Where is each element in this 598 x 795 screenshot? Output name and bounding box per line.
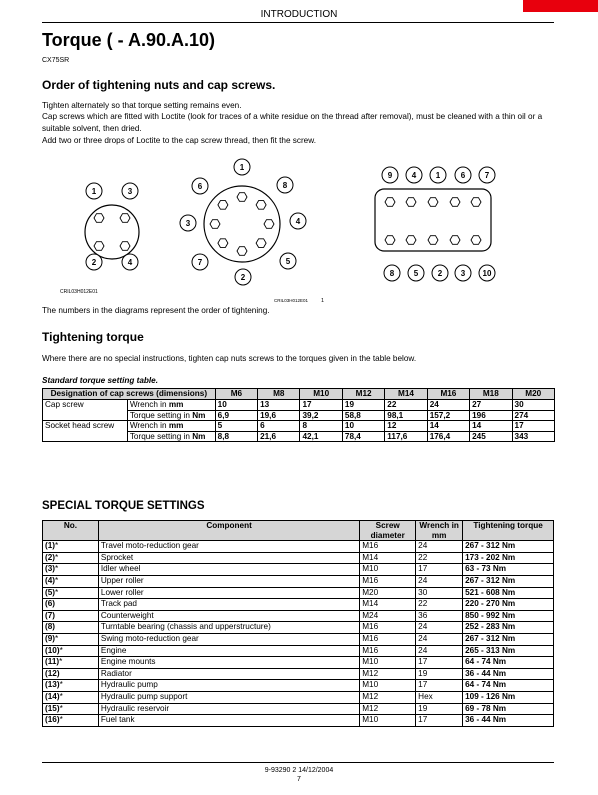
sequence-number: 4 (295, 217, 301, 226)
sequence-number: 6 (460, 171, 466, 180)
red-corner-tab (523, 0, 598, 12)
component-cell: Radiator (98, 668, 359, 680)
wrench-cell: 17 (416, 715, 463, 727)
diameter-cell: M16 (360, 633, 416, 645)
bolt-hex (471, 236, 481, 245)
no-cell (43, 657, 99, 669)
section-header: INTRODUCTION (260, 9, 338, 20)
value-cell: 176,4 (427, 431, 469, 442)
row-label-cell (127, 421, 215, 432)
bolt-hex (237, 193, 247, 202)
tightening-heading: Tightening torque (42, 330, 144, 344)
torque-cell: 36 - 44 Nm (463, 668, 554, 680)
value-cell: 22 (385, 400, 427, 411)
sequence-number: 3 (127, 187, 133, 196)
diameter-cell: M20 (360, 587, 416, 599)
torque-cell: 267 - 312 Nm (463, 541, 554, 553)
row-star: * (59, 645, 63, 655)
wrench-cell: 24 (416, 622, 463, 634)
diameter-cell: M16 (360, 541, 416, 553)
bolt-hex (406, 236, 416, 245)
torque-cell: 265 - 313 Nm (463, 645, 554, 657)
bolt-hex (450, 198, 460, 207)
diameter-cell: M10 (360, 657, 416, 669)
bolt-hex (94, 242, 104, 251)
special-table-row (43, 575, 554, 587)
wrench-cell: 24 (416, 633, 463, 645)
diameter-cell: M14 (360, 552, 416, 564)
special-table-row (43, 703, 554, 715)
col-diameter-header: Screw diameter (360, 521, 416, 541)
bolt-hex (256, 239, 266, 248)
bolt-hex (237, 247, 247, 256)
component-cell: Swing moto-reduction gear (98, 633, 359, 645)
value-cell: 14 (470, 421, 512, 432)
sequence-number: 8 (282, 181, 288, 190)
value-cell: 19 (342, 400, 384, 411)
sequence-number: 1 (91, 187, 97, 196)
row-number: (3) (45, 564, 56, 574)
wrench-cell: 17 (416, 680, 463, 692)
bolt-hex (471, 198, 481, 207)
size-header: M20 (512, 389, 554, 400)
value-cell: 24 (427, 400, 469, 411)
value-cell: 21,6 (258, 431, 300, 442)
row-label-text: Torque setting in (129, 431, 193, 441)
special-heading: SPECIAL TORQUE SETTINGS (42, 500, 205, 512)
wrench-cell: Hex (416, 691, 463, 703)
special-table-row (43, 564, 554, 576)
no-cell (43, 691, 99, 703)
row-number: (11) (45, 657, 60, 667)
wrench-cell: 19 (416, 703, 463, 715)
size-header: M10 (300, 389, 342, 400)
wrench-cell: 19 (416, 668, 463, 680)
component-cell: Sprocket (98, 552, 359, 564)
value-cell: 98,1 (385, 410, 427, 421)
value-cell: 78,4 (342, 431, 384, 442)
sequence-number: 3 (460, 269, 466, 278)
row-number: (14) (45, 691, 60, 701)
row-number: (13) (45, 680, 60, 690)
footer-code: 9-93290 2 14/12/2004 (264, 767, 334, 774)
diameter-cell: M12 (360, 703, 416, 715)
value-cell: 196 (470, 410, 512, 421)
bolt-hex (120, 242, 130, 251)
header-rule (42, 22, 554, 23)
size-header: M14 (385, 389, 427, 400)
col-torque-header: Tightening torque (463, 521, 554, 541)
row-number: (6) (45, 599, 56, 609)
sequence-number: 7 (484, 171, 490, 180)
no-cell (43, 575, 99, 587)
page-number: 7 (297, 776, 301, 783)
standard-table-row (43, 421, 555, 432)
component-cell: Engine (98, 645, 359, 657)
diameter-cell: M10 (360, 680, 416, 692)
no-cell (43, 610, 99, 622)
page-title: Torque ( - A.90.A.10) (42, 30, 216, 50)
sequence-number: 10 (482, 269, 492, 278)
component-cell: Travel moto-reduction gear (98, 541, 359, 553)
special-table-row (43, 715, 554, 727)
diameter-cell: M24 (360, 610, 416, 622)
value-cell: 19,6 (258, 410, 300, 421)
bolt-hex (428, 198, 438, 207)
wrench-cell: 17 (416, 657, 463, 669)
row-star: * (59, 691, 63, 701)
value-cell: 58,8 (342, 410, 384, 421)
special-table-row (43, 587, 554, 599)
value-cell: 30 (512, 400, 554, 411)
row-label-unit: Nm (192, 410, 206, 420)
sequence-number: 5 (413, 269, 419, 278)
wrench-cell: 17 (416, 564, 463, 576)
size-header: M18 (470, 389, 512, 400)
bolt-hex (385, 236, 395, 245)
row-star: * (55, 633, 59, 643)
row-label-unit: mm (168, 421, 184, 431)
component-cell: Fuel tank (98, 715, 359, 727)
bolt-hex (120, 214, 130, 223)
row-label-cell (127, 400, 215, 411)
component-cell: Hydraulic pump (98, 680, 359, 692)
special-table-row (43, 691, 554, 703)
row-number: (8) (45, 622, 56, 632)
row-label-text: Torque setting in (129, 410, 193, 420)
no-cell (43, 645, 99, 657)
standard-torque-table (42, 388, 555, 442)
torque-cell: 36 - 44 Nm (463, 715, 554, 727)
no-cell (43, 668, 99, 680)
no-cell (43, 599, 99, 611)
value-cell: 274 (512, 410, 554, 421)
bolt-hex (256, 201, 266, 210)
bolt-hex (385, 198, 395, 207)
tightening-order-diagram (42, 155, 557, 305)
row-label-unit: Nm (192, 431, 206, 441)
standard-table-caption: Standard torque setting table. (42, 376, 159, 385)
value-cell: 157,2 (427, 410, 469, 421)
value-cell: 17 (512, 421, 554, 432)
special-table-row (43, 633, 554, 645)
row-star: * (59, 703, 63, 713)
row-label-unit: mm (168, 400, 184, 409)
torque-cell: 64 - 74 Nm (463, 657, 554, 669)
special-table-body (43, 541, 554, 727)
order-paragraph-3: Add two or three drops of Loctite to the cap screw thread, then fit the screw. (42, 136, 316, 145)
component-cell: Hydraulic reservoir (98, 703, 359, 715)
torque-cell: 267 - 312 Nm (463, 575, 554, 587)
torque-cell: 850 - 992 Nm (463, 610, 554, 622)
row-star: * (59, 715, 63, 725)
component-cell: Turntable bearing (chassis and upperstructure) (98, 622, 359, 634)
row-label-cell (127, 431, 215, 442)
value-cell: 27 (470, 400, 512, 411)
standard-table-body (43, 400, 555, 442)
bolt-hex (94, 214, 104, 223)
value-cell: 8 (300, 421, 342, 432)
sequence-number: 3 (185, 219, 191, 228)
row-label-cell (127, 410, 215, 421)
row-number: (4) (45, 575, 56, 585)
row-number: (10) (45, 645, 60, 655)
bolt-hex (428, 236, 438, 245)
standard-table-header (43, 389, 555, 400)
sequence-number: 2 (91, 258, 97, 267)
no-cell (43, 622, 99, 634)
special-table-row (43, 657, 554, 669)
torque-cell: 521 - 608 Nm (463, 587, 554, 599)
row-number: (5) (45, 587, 56, 597)
order-heading: Order of tightening nuts and cap screws. (42, 78, 276, 92)
value-cell: 42,1 (300, 431, 342, 442)
value-cell: 245 (470, 431, 512, 442)
diagram-shapes (85, 159, 495, 285)
sequence-number: 7 (197, 258, 203, 267)
bolt-hex (450, 236, 460, 245)
value-cell: 8,8 (215, 431, 257, 442)
value-cell: 14 (427, 421, 469, 432)
no-cell (43, 564, 99, 576)
no-cell (43, 541, 99, 553)
special-table-row (43, 610, 554, 622)
bolt-hex (264, 220, 274, 229)
sequence-number: 8 (389, 269, 395, 278)
order-paragraph-2: Cap screws which are fitted with Loctite (look for traces of a white residue on the thread after removal), must be cleaned with a thin oil or a suitable solvent, then dried. (42, 112, 543, 133)
diameter-cell: M16 (360, 622, 416, 634)
no-cell (43, 552, 99, 564)
designation-header: Designation of cap screws (dimensions) (43, 389, 216, 400)
special-table-row (43, 599, 554, 611)
torque-cell: 109 - 126 Nm (463, 691, 554, 703)
value-cell: 6 (258, 421, 300, 432)
diameter-cell: M16 (360, 645, 416, 657)
value-cell: 17 (300, 400, 342, 411)
row-number: (7) (45, 610, 56, 620)
torque-cell: 252 - 283 Nm (463, 622, 554, 634)
bolt-hex (210, 220, 220, 229)
sequence-number: 2 (240, 273, 246, 282)
row-number: (2) (45, 552, 56, 562)
torque-cell: 267 - 312 Nm (463, 633, 554, 645)
col-wrench-header: Wrench in mm (416, 521, 463, 541)
wrench-cell: 24 (416, 645, 463, 657)
size-header: M16 (427, 389, 469, 400)
row-star: * (55, 564, 59, 574)
special-torque-table (42, 520, 554, 727)
value-cell: 12 (385, 421, 427, 432)
row-star: * (59, 657, 63, 667)
row-number: (9) (45, 633, 56, 643)
wrench-cell: 30 (416, 587, 463, 599)
no-cell (43, 587, 99, 599)
four-bolt-flange (85, 205, 139, 259)
row-number: (12) (45, 668, 60, 678)
special-table-header (43, 521, 554, 541)
component-cell: Counterweight (98, 610, 359, 622)
row-number: (15) (45, 703, 60, 713)
value-cell: 343 (512, 431, 554, 442)
sequence-number: 9 (387, 171, 393, 180)
wrench-cell: 36 (416, 610, 463, 622)
sequence-number: 4 (127, 258, 133, 267)
size-header: M12 (342, 389, 384, 400)
bolt-hex (218, 239, 228, 248)
sequence-number: 1 (435, 171, 441, 180)
sequence-number: 2 (437, 269, 443, 278)
diameter-cell: M12 (360, 668, 416, 680)
torque-cell: 69 - 78 Nm (463, 703, 554, 715)
wrench-cell: 22 (416, 599, 463, 611)
standard-table-row (43, 400, 555, 411)
wrench-cell: 24 (416, 541, 463, 553)
bolt-hex (218, 201, 228, 210)
row-star: * (55, 552, 59, 562)
value-cell: 5 (215, 421, 257, 432)
special-table-row (43, 552, 554, 564)
row-number: (1) (45, 541, 56, 551)
diameter-cell: M10 (360, 564, 416, 576)
no-cell (43, 703, 99, 715)
col-no-header: No. (43, 521, 99, 541)
diameter-cell: M14 (360, 599, 416, 611)
torque-cell: 173 - 202 Nm (463, 552, 554, 564)
value-cell: 13 (258, 400, 300, 411)
component-cell: Upper roller (98, 575, 359, 587)
order-paragraph-1: Tighten alternately so that torque setting remains even. (42, 101, 242, 110)
screw-type-cell: Socket head screw (43, 421, 128, 442)
figure-number: 1 (321, 298, 325, 304)
col-component-header: Component (98, 521, 359, 541)
no-cell (43, 680, 99, 692)
size-header: M8 (258, 389, 300, 400)
figure-code-right: CRIL03H012E01 (274, 298, 309, 303)
special-table-row (43, 622, 554, 634)
figure-code-left: CRIL03H012E01 (60, 289, 98, 295)
tightening-intro: Where there are no special instructions, tighten cap nuts screws to the torques given in the table below. (42, 354, 417, 363)
torque-cell: 64 - 74 Nm (463, 680, 554, 692)
special-table-row (43, 668, 554, 680)
sequence-number: 6 (197, 182, 203, 191)
row-star: * (55, 541, 59, 551)
sequence-number: 5 (285, 257, 291, 266)
special-table-row (43, 645, 554, 657)
value-cell: 6,9 (215, 410, 257, 421)
wrench-cell: 22 (416, 552, 463, 564)
no-cell (43, 715, 99, 727)
diameter-cell: M16 (360, 575, 416, 587)
row-label-text: Wrench in (129, 421, 169, 431)
bolt-hex (406, 198, 416, 207)
component-cell: Track pad (98, 599, 359, 611)
value-cell: 10 (215, 400, 257, 411)
row-star: * (59, 680, 63, 690)
special-table-row (43, 680, 554, 692)
row-number: (16) (45, 715, 60, 725)
no-cell (43, 633, 99, 645)
special-table-row (43, 541, 554, 553)
row-star: * (55, 575, 59, 585)
torque-cell: 63 - 73 Nm (463, 564, 554, 576)
row-label-text: Wrench in (129, 400, 169, 409)
diameter-cell: M10 (360, 715, 416, 727)
value-cell: 117,6 (385, 431, 427, 442)
model-code: CX75SR (42, 57, 70, 64)
component-cell: Idler wheel (98, 564, 359, 576)
value-cell: 10 (342, 421, 384, 432)
component-cell: Hydraulic pump support (98, 691, 359, 703)
figure-note: The numbers in the diagrams represent the order of tightening. (42, 306, 270, 315)
screw-type-cell: Cap screw (43, 400, 128, 421)
diameter-cell: M12 (360, 691, 416, 703)
value-cell: 39,2 (300, 410, 342, 421)
sequence-number: 1 (239, 163, 245, 172)
footer-rule (42, 762, 554, 763)
row-star: * (55, 587, 59, 597)
torque-cell: 220 - 270 Nm (463, 599, 554, 611)
wrench-cell: 24 (416, 575, 463, 587)
size-header: M6 (215, 389, 257, 400)
component-cell: Lower roller (98, 587, 359, 599)
sequence-number: 4 (411, 171, 417, 180)
component-cell: Engine mounts (98, 657, 359, 669)
